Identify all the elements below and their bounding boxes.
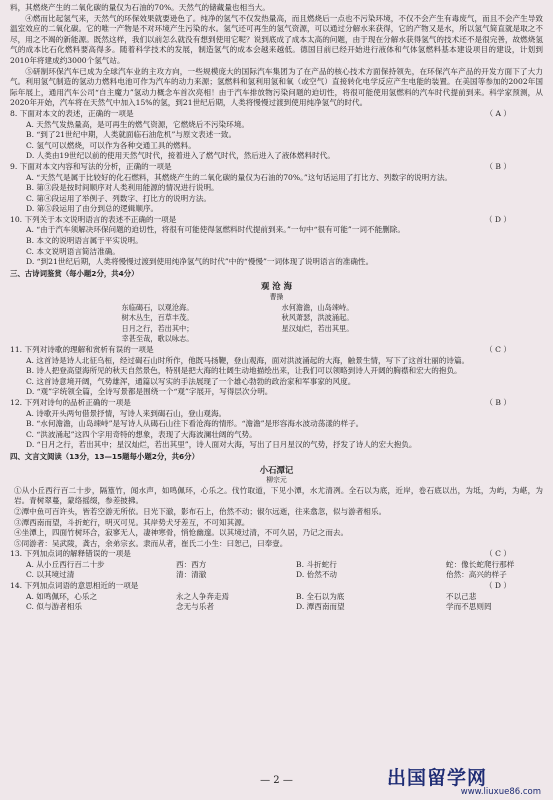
question-12-stem: 12. 下列对诗句的品析正确的一项是 [10,397,131,407]
passage-para-continued: 料，其燃烧产生的二氧化碳的量仅为石油的70%。天然气的储藏量也相当大。 [10,3,270,12]
section-3-heading: 三、古诗词鉴赏（每小题2分，共4分） [10,268,139,278]
poem-line: 日月之行，若出其中； [121,323,194,333]
poem-line: 星汉灿烂，若出其里。 [281,323,354,333]
q13-option-b: B. 斗折蛇行 [296,559,337,569]
question-10 [10,215,543,226]
q9-option-d: D. 第⑤段运用了由分到总的逻辑顺序。 [26,204,159,214]
poem-line: 幸甚至哉，歌以咏志。 [121,334,194,344]
question-14 [10,581,543,592]
prose-para-4: ④坐潭上，四面竹树环合，寂寥无人，凄神寒骨，悄怆幽邃。以其境过清，不可久居，乃记之而去。 [14,528,349,538]
prose-para-3: ③潭西南而望，斗折蛇行，明灭可见。其岸势犬牙差互，不可知其源。 [14,517,250,527]
q14-options-row-2 [10,602,543,613]
q10-option-c: C. 本文说明语言简洁准确。 [26,246,120,256]
question-8-answer: （ A ） [485,108,511,118]
question-11-stem: 11. 下列对诗歌的理解和赏析有误的一项是 [10,345,154,354]
q13-option-b-gloss: 蛇：像长蛇爬行那样 [446,559,515,569]
question-12-answer: （ B ） [485,397,511,407]
passage-para-5: ⑤研制环保汽车已成为全球汽车业的主攻方向，一些规模庞大的国际汽车集团为了在产品的核心技术方面保持领先，在环保汽车产品的开发方面下了大力气。利用氢气制造的氢动力燃料电池可作为汽车的动力来源；氢燃料和氢利用氢和氧（或空气）直接转化电学反应产生电能的装置。在美国等参加的2002年国际年展上，通用汽车公司“自主魔力”氢动力概念车首次亮相！由于汽车排放物污染问题的迫切性，将很可能使用氢燃料的汽车时代提前到来。科学家预测，从2020年开始，汽车将在天然气中加入15%的氢，到21世纪后期，人类将慢慢过渡到使用纯净氢气的时代。 [10,66,543,108]
q14-option-c: C. 似与游者相乐 [26,602,82,612]
q14-option-d-pair: 学而不思则罔 [446,602,492,612]
poem-line: 秋风萧瑟，洪波涌起。 [281,313,354,323]
poem-line: 水何澹澹，山岛竦峙。 [281,302,354,312]
site-watermark [387,768,547,798]
poem-title: 观 沧 海 [261,281,292,292]
question-10-answer: （ D ） [484,214,511,224]
q13-option-d-gloss: 佁然：高兴的样子 [446,570,507,580]
question-11-answer: （ C ） [485,345,511,354]
q12-option-c: C. “洪波涌起”这四个字用奇特的想象，表现了大海波澜壮阔的气势。 [26,429,257,439]
q14-option-b-pair: 不以己悲 [446,591,477,601]
prose-title: 小石潭记 [259,464,294,475]
q11-option-c: C. 这首诗意境开阔，气势雄浑，通篇以写实的手法展现了一个雄心勃勃的政治家和军事家的风度。 [26,376,356,386]
q14-option-b: B. 全石以为底 [296,591,345,601]
q13-option-a: A. 从小丘西行百二十步 [26,559,105,569]
q8-option-c: C. 氢气可以燃烧，可以作为各种交通工具的燃料。 [26,140,196,150]
page-number: — 2 — [260,775,293,786]
q10-option-b: B. 本文的说明语言属于平实说明。 [26,236,143,246]
question-14-answer: （ D ） [484,581,511,591]
question-14-stem: 14. 下列加点词语的意思相近的一项是 [10,581,139,591]
question-8-stem: 8. 下面对本文的表述，正确的一项是 [10,108,134,118]
watermark-url: www.liuxue86.com [460,787,541,797]
q9-option-a: A. “天然气是属于比较好的化石燃料，其燃烧产生的二氧化碳的量仅为石油的70%。”这句话运用了打比方、列数字的说明方法。 [26,172,453,182]
question-13-answer: （ C ） [485,549,511,559]
section-4-heading: 四、文言文阅读（13分，13—15题每小题2分，共6分） [10,451,199,461]
prose-author: 柳宗元 [266,476,287,485]
prose-para-5: ⑤同游者：吴武陵，龚古，余弟宗玄。隶而从者，崔氏二小生：曰恕己，曰奉壹。 [14,538,288,548]
poem-body [10,303,543,345]
q14-option-d: D. 潭西南而望 [296,602,345,612]
q13-option-c: C. 以其境过清 [26,570,75,580]
passage-para-4: ④燃而比起氢气来，天然气的环保效果就要逊色了。纯净的氢气不仅发热量高，而且燃烧后一点也不污染环境，不仅不会产生有毒废气，而且不会产生导致温室效应的二氧化碳。它的唯一产物是不对环境产生污染的水。氢气还可再生的氢气资源，可以通过分解水来获得，它的产物又是水，所以氢气简直就是取之不尽，用之不竭的新能源。既然这样，我们以前怎么就没有想到使用它呢？说到底成了成本太高的问题，由于现在分解水获得氢气的技术还不是很完善，故燃烧氢气的成本比石化燃料要高得多。随着科学技术的发展，制造氢气的成本会越来越低。德国目前已经开始进行液体和气体氢燃料基本建设项目的建设，计划到2010年将建成约3000个氢气站。 [10,13,543,65]
q10-option-d: D. “到21世纪后期，人类将慢慢过渡到使用纯净氢气的时代”中的“慢慢”一词体现了说明语言的准确性。 [26,257,374,267]
q14-option-a: A. 如鸣佩环，心乐之 [26,591,98,601]
question-9-stem: 9. 下面对本文内容和写法的分析，正确的一项是 [10,161,172,171]
poem-line: 东临碣石，以观沧海。 [121,302,194,312]
question-11 [10,345,543,356]
q8-option-a: A. 天然气发热量高，是可再生的燃气资源，它燃烧后不污染环境。 [26,119,249,129]
question-9 [10,162,543,173]
poem-line [282,334,432,345]
q9-option-c: C. 第④段运用了举例子、列数字、打比方的说明方法。 [26,193,212,203]
q12-option-a: A. 诗歌开头两句借景抒情，写诗人来到碣石山，登山观海。 [26,408,227,418]
q11-option-d: D. “观”字统领全篇，全诗写景都是围绕一个“观”字展开，写得层次分明。 [26,387,273,397]
q13-option-c-gloss: 清：清澈 [176,570,207,580]
q9-option-b: B. 第③段是按时间顺序对人类利用能源的情况进行说明。 [26,183,219,193]
prose-para-2: ②潭中鱼可百许头，皆若空游无所依。日光下澈，影布石上，佁然不动；俶尔远逝，往来翕忽，似与游者相乐。 [14,506,387,516]
q14-options-row-1 [10,592,543,603]
q14-option-a-pair: 永之人争奔走焉 [176,591,230,601]
q13-option-d: D. 佁然不动 [296,570,338,580]
q13-option-a-gloss: 西：西方 [176,559,207,569]
q10-option-a: A. “由于汽车须解决环保问题的迫切性，将很有可能使得氢燃料时代提前到来。”一句中“很有可能”一词不能删除。 [26,225,405,235]
question-9-answer: （ B ） [485,161,511,171]
q13-options-row-1 [10,560,543,571]
watermark-site-name: 出国留学网 [387,767,488,789]
question-10-stem: 10. 下列关于本文说明语言的表述不正确的一项是 [10,214,177,224]
poem-line: 树木丛生，百草丰茂。 [121,313,194,323]
q11-option-a: A. 这首诗是诗人北征乌桓，经过碣石山时所作，他既马扬鞭，登山观海，面对洪波涌起的大海，触景生情，写下了这首壮丽的诗篇。 [26,355,470,365]
q12-option-b: B. “水何澹澹，山岛竦峙”是写诗人从碣石山往下看沧海的情形。“澹澹”是形容海水波动荡漾的样子。 [26,419,364,429]
q8-option-d: D. 人类由19世纪以前的使用天然气时代，接着进入了燃气时代，然后进入了液体燃料时代。 [26,151,335,161]
poem-author: 曹操 [269,293,284,302]
question-13-stem: 13. 下列加点词的解释错误的一项是 [10,549,131,559]
q11-option-b: B. 诗人把登高望海所见的秋天自然景色，特别是把大海的壮阔生动地描绘出来，让我们可以领略到诗人开阔的胸襟和宏大的抱负。 [26,366,462,376]
prose-para-1: ①从小丘西行百二十步，隔篁竹，闻水声，如鸣佩环，心乐之。伐竹取道，下见小潭，水尤清冽。全石以为底，近岸，卷石底以出，为坻，为屿，为嵁，为岩。青树翠蔓，蒙络摇缀，参差披拂。 [14,485,543,506]
question-12 [10,398,543,409]
q12-option-d: D. “日月之行，若出其中；星汉灿烂，若出其里”，诗人面对大海，写出了日月星汉的气势，抒发了诗人的宏大抱负。 [26,440,417,450]
q8-option-b: B. “到了21世纪中期，人类就面临石油危机”与原文表述一致。 [26,130,237,140]
question-13 [10,549,543,560]
q13-options-row-2 [10,570,543,581]
q14-option-c-pair: 念无与乐者 [176,602,214,612]
question-8 [10,109,543,120]
